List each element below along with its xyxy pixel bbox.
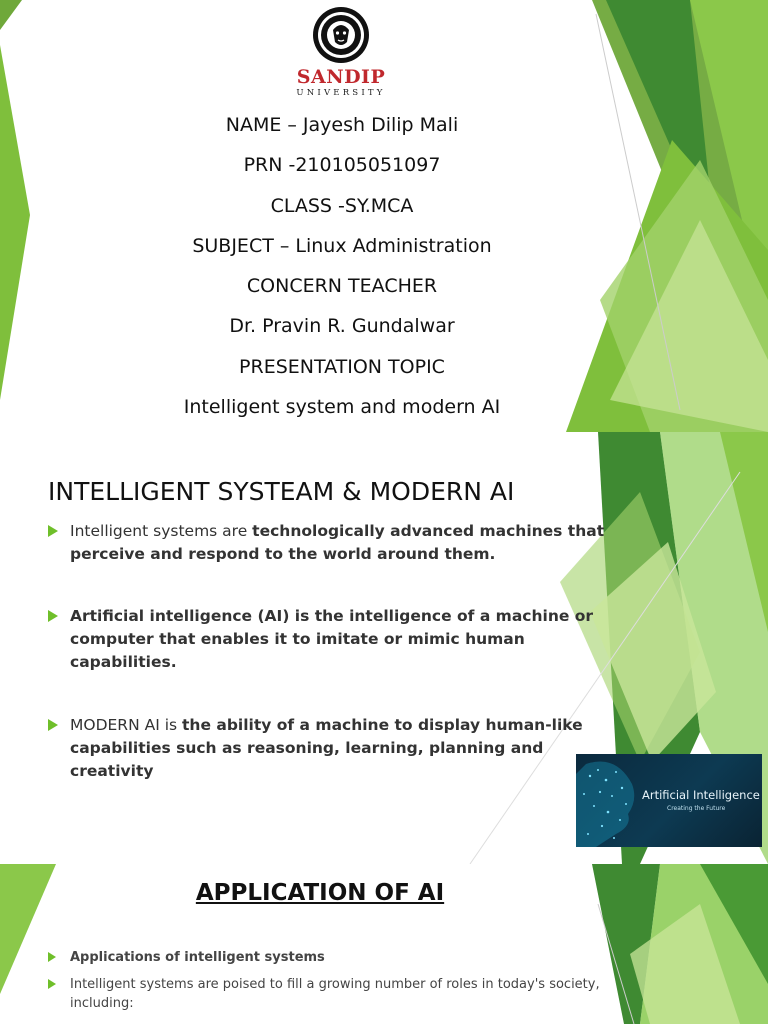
slide-title: INTELLIGENT SYSTEAM & MODERN AI	[48, 477, 515, 506]
bullet-modern-ai	[48, 714, 608, 783]
bullet-text: Intelligent systems are poised to fill a growing number of roles in today's society, including:	[70, 977, 600, 1011]
student-name: NAME – Jayesh Dilip Mali	[225, 114, 459, 136]
ai-banner-subtitle: Creating the Future	[667, 805, 726, 812]
bullet-arrow-icon	[48, 979, 56, 989]
slide-title: APPLICATION OF AI	[195, 880, 445, 906]
presentation-topic: Intelligent system and modern AI	[183, 396, 501, 418]
bullet-roles	[48, 975, 608, 1013]
logo-name: SANDIP	[296, 66, 386, 88]
bullet-artificial-intelligence	[48, 605, 608, 674]
ai-banner-title: Artificial Intelligence	[642, 788, 760, 802]
logo-subtitle: UNIVERSITY	[296, 88, 386, 98]
bullet-arrow-icon	[48, 719, 58, 731]
student-class: CLASS -SY.MCA	[270, 195, 414, 217]
bullet-text: Intelligent systems are	[70, 522, 253, 540]
student-prn: PRN -210105051097	[243, 154, 441, 176]
university-logo	[288, 0, 394, 104]
bullet-arrow-icon	[48, 525, 58, 537]
teacher-name: Dr. Pravin R. Gundalwar	[229, 315, 455, 337]
presentation-topic-label: PRESENTATION TOPIC	[239, 356, 445, 378]
bullet-arrow-icon	[48, 952, 56, 962]
bullet-bold-text: technologically advanced machines that perceive and respond to the world around them.	[70, 522, 605, 563]
bullet-bold-text: the ability of a machine to display human-like capabilities such as reasoning, learning, planning and creativity	[70, 716, 583, 780]
slide-application-of-ai	[0, 864, 768, 1024]
concern-teacher-label: CONCERN TEACHER	[246, 275, 438, 297]
subject: SUBJECT – Linux Administration	[192, 235, 492, 257]
ai-banner-image	[576, 754, 762, 847]
slide-title	[0, 0, 768, 432]
bullet-applications	[48, 948, 608, 967]
bullet-arrow-icon	[48, 610, 58, 622]
bullet-bold-text: Artificial intelligence (AI) is the intelligence of a machine or computer that enables it to imitate or mimic human capabilities.	[70, 607, 594, 671]
bullet-text: MODERN AI is	[70, 716, 183, 734]
bullet-intelligent-systems	[48, 520, 608, 566]
slide-intelligent-systems	[0, 432, 768, 864]
lion-seal-icon	[312, 6, 370, 64]
bullet-text: Applications of intelligent systems	[70, 950, 325, 965]
